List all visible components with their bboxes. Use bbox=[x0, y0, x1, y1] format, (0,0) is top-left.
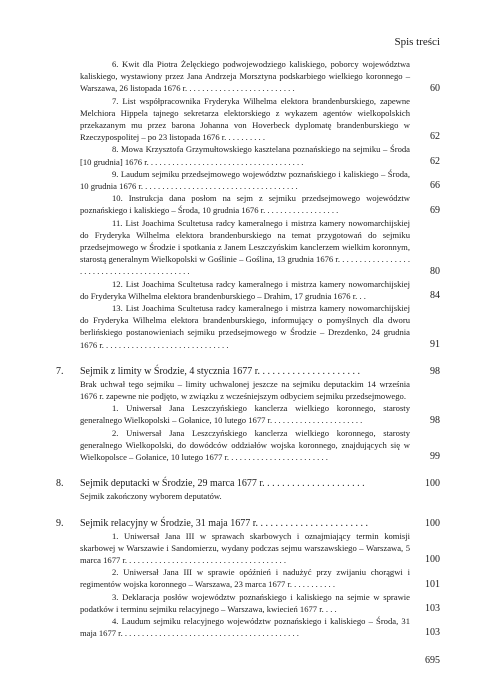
running-header: Spis treści bbox=[394, 36, 440, 48]
toc-entry[interactable] bbox=[56, 58, 440, 95]
toc-section-9 bbox=[56, 517, 440, 640]
toc-entry-page: 84 bbox=[430, 290, 440, 302]
toc-entry-page: 62 bbox=[430, 131, 440, 143]
toc-entry-page: 103 bbox=[425, 627, 440, 639]
toc-entry-page: 60 bbox=[430, 82, 440, 94]
toc-entry-text: 2. Uniwersał Jana Leszczyńskiego kanclerza wielkiego koronnego, starosty generalnego Wielkopolski, do dowódców oddziałów wojska koronnego, znajdujących się w Wielkopolsce – Gołanice, 10 lutego 1677 r. . . . . . . . . . . . . . . . . . . . . . . . bbox=[80, 427, 410, 463]
toc-section-7 bbox=[56, 365, 440, 463]
toc-entry-text: 2. Uniwersał Jana III w sprawie opóźnień i nadużyć przy zwijaniu chorągwi i regimentów wojska koronnego – Warszawa, 23 marca 1677 r. . . . . . . . . . . bbox=[80, 567, 410, 590]
section-description: Sejmik zakończony wyborem deputatów. bbox=[80, 491, 222, 502]
toc-entry-page: 62 bbox=[430, 155, 440, 167]
toc-entry-text: 12. List Joachima Scultetusa radcy kameralnego i mistrza kamery nowomarchijskiej do Fryderyka Wilhelma elektora brandenburskiego – Drahim, 17 grudnia 1676 r. . . bbox=[80, 278, 410, 301]
toc-top-entries bbox=[56, 58, 440, 351]
toc-entry-text: 6. Kwit dla Piotra Żelęckiego podwojewodziego kaliskiego, poborcy województwa kaliskiego, wystawiony przez Jana Andrzeja Morsztyna podskarbiego wielkiego koronnego – Warszawa, 26 listopada 1676 r. . . . . . . . . . . . . . . . . . . . . . . . . . bbox=[80, 59, 410, 94]
toc-entry-text: 3. Deklaracja posłów województw poznańskiego i kaliskiego na sejmie w sprawie podatków i terminu sejmiku relacyjnego – Warszawa, kwiecień 1677 r. . . . bbox=[80, 591, 410, 614]
section-heading[interactable] bbox=[56, 517, 440, 530]
toc-entry-text: 9. Laudum sejmiku przedsejmowego województw poznańskiego i kaliskiego – Środa, 10 grudnia 1676 r. . . . . . . . . . . . . . . . . . . . . . . . . . . . . . . . . . . . . bbox=[80, 168, 410, 192]
toc-entry[interactable] bbox=[56, 217, 440, 278]
toc-entry[interactable] bbox=[56, 192, 440, 216]
toc-entry-page: 101 bbox=[425, 578, 440, 590]
toc-entry-page: 69 bbox=[430, 204, 440, 216]
toc-entry-page: 103 bbox=[425, 602, 440, 614]
toc-entry[interactable] bbox=[56, 143, 440, 167]
toc-entry[interactable] bbox=[56, 566, 440, 590]
toc-entry-text: 8. Mowa Krzysztofa Grzymułtowskiego kasztelana poznańskiego na sejmiku – Środa [10 grudnia] 1676 r. . . . . . . . . . . . . . . . . . . . . . . . . . . . . . . . . . . . . bbox=[80, 144, 410, 167]
section-number: 7. bbox=[56, 365, 64, 377]
toc-entry[interactable] bbox=[56, 530, 440, 567]
toc-entry[interactable] bbox=[56, 402, 440, 426]
section-description: Brak uchwał tego sejmiku – limity uchwalonej jeszcze na sejmiku deputackim 14 września 1676 r. zapewne nie podjęto, w związku z wcześniejszym odbyciem sejmiku przedsejmowego. bbox=[80, 378, 410, 402]
toc-entry-page: 99 bbox=[430, 451, 440, 463]
toc-entry[interactable] bbox=[56, 95, 440, 144]
toc-entry-page: 98 bbox=[430, 414, 440, 426]
toc-entry[interactable] bbox=[56, 302, 440, 351]
toc-section-8 bbox=[56, 477, 440, 502]
section-title: Sejmik z limity w Środzie, 4 stycznia 1677 r. . . . . . . . . . . . . . . . . . . . . bbox=[80, 365, 360, 377]
toc-entry[interactable] bbox=[56, 615, 440, 639]
section-number: 8. bbox=[56, 478, 64, 490]
section-title: Sejmik deputacki w Środzie, 29 marca 1677 r. . . . . . . . . . . . . . . . . . . . . bbox=[80, 478, 365, 490]
section-page: 100 bbox=[425, 517, 440, 529]
section-heading[interactable] bbox=[56, 477, 440, 490]
toc-entry[interactable] bbox=[56, 427, 440, 464]
toc-entry[interactable] bbox=[56, 278, 440, 302]
page-number: 695 bbox=[425, 655, 440, 666]
toc-entry-page: 80 bbox=[430, 265, 440, 277]
section-heading[interactable] bbox=[56, 365, 440, 378]
toc-entry-page: 100 bbox=[425, 554, 440, 566]
table-of-contents bbox=[56, 58, 440, 639]
toc-entry-text: 13. List Joachima Scultetusa radcy kameralnego i mistrza kamery nowomarchijskiej do Fryderyka Wilhelma elektora brandenburskiego, informujący o pomyślnych dla dworu berlińskiego postanowieniach sejmiku przedsejmowego w Środzie – Drezdenko, 24 grudnia 1676 r. . . . . . . . . . . . . . . . . . . . . . . . . . . . . . bbox=[80, 303, 410, 350]
toc-entry-text: 1. Uniwersał Jana III w sprawach skarbowych i oznajmiający termin komisji skarbowej w Warszawie i Sandomierzu, wydany podczas sejmu warszawskiego – Warszawa, 5 marca 1677 r. . . . . . . . . . . . . . . . . . . . . . . . . . . . . . . . . . . . . . bbox=[80, 530, 410, 565]
section-title: Sejmik relacyjny w Środzie, 31 maja 1677 r. . . . . . . . . . . . . . . . . . . . . . . bbox=[80, 517, 369, 529]
toc-entry-text: 1. Uniwersał Jana Leszczyńskiego kanclerza wielkiego koronnego, starosty generalnego Wielkopolski – Gołanice, 10 lutego 1677 r. . . . . . . . . . . . . . . . . . . . . . bbox=[80, 403, 410, 426]
section-page: 100 bbox=[425, 478, 440, 490]
section-number: 9. bbox=[56, 517, 64, 529]
toc-entry-text: 11. List Joachima Scultetusa radcy kameralnego i mistrza kamery nowomarchijskiej do Fryderyka Wilhelma elektora brandenburskiego na temat przygotowań do sejmiku przedsejmowego w Środzie i spotkania z Janem Leszczyńskim kanclerzem wielkim koronnym, starostą generalnym Wielkopolski w Goślinie – Goślina, 13 grudnia 1676 r. . . . . . . . . . . . . . . . . . . . . . . . . . . . . . . . . . . . . . . . . . . bbox=[80, 217, 410, 277]
toc-entry[interactable] bbox=[56, 591, 440, 615]
toc-entry-text: 7. List współpracownika Fryderyka Wilhelma elektora brandenburskiego, zapewne Melchiora Hippela tajnego sekretarza elektorskiego z wykazem agentów wielkopolskich przekazanym mu przez barona Johanna von Hoverbeck dyplomatę brandenburskiego w Rzeczypospolitej – po 23 listopada 1676 r. . . . . . . . . . bbox=[80, 95, 410, 143]
toc-entry-page: 66 bbox=[430, 180, 440, 192]
toc-entry-text: 10. Instrukcja dana posłom na sejm z sejmiku przedsejmowego województw poznańskiego i kaliskiego – Środa, 10 grudnia 1676 r. . . . . . . . . . . . . . . . . . bbox=[80, 193, 410, 216]
toc-entry[interactable] bbox=[56, 168, 440, 192]
toc-entry-page: 91 bbox=[430, 338, 440, 350]
section-page: 98 bbox=[430, 365, 440, 377]
toc-entry-text: 4. Laudum sejmiku relacyjnego województw poznańskiego i kaliskiego – Środa, 31 maja 1677 r. . . . . . . . . . . . . . . . . . . . . . . . . . . . . . . . . . . . . . . . . . bbox=[80, 615, 410, 639]
